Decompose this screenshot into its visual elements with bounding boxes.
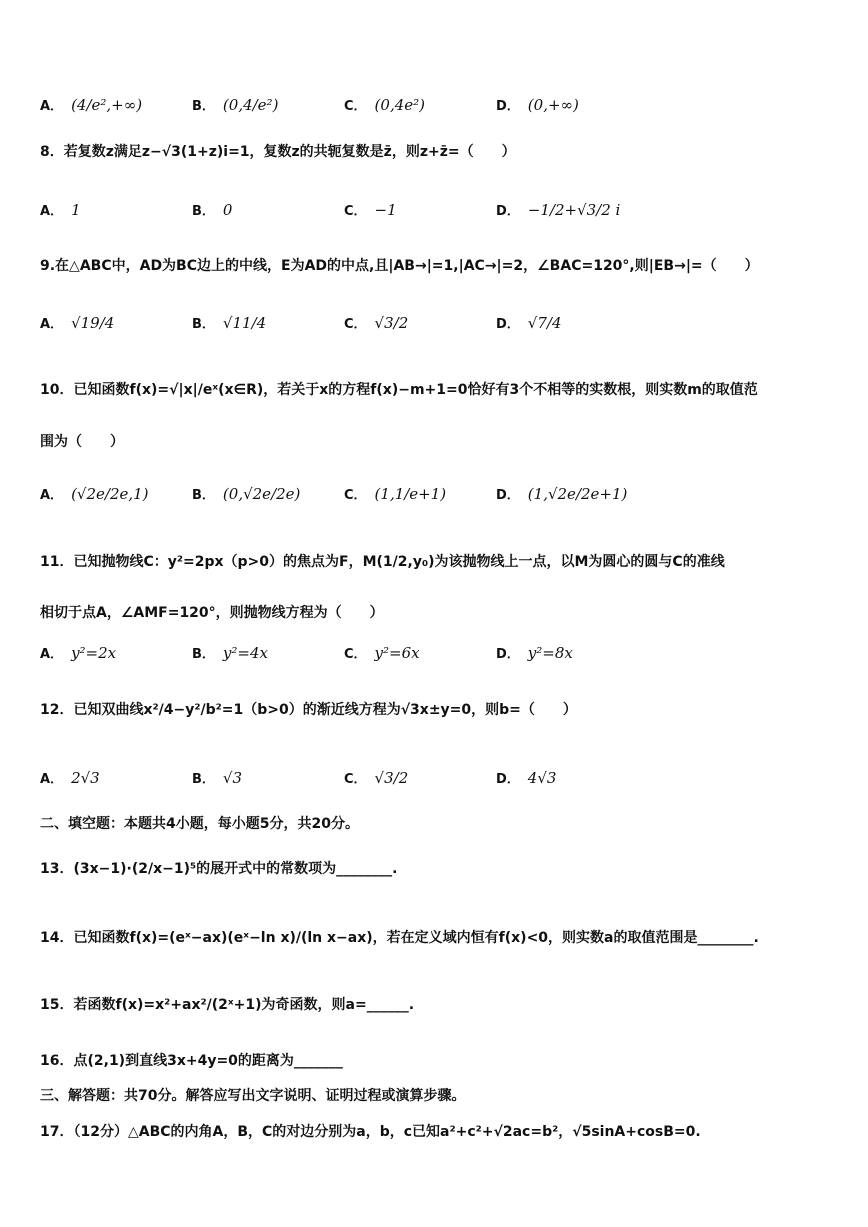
q7-option-c: C． (0,4e²) bbox=[344, 96, 425, 114]
q10-option-a: A． (√2e/2e,1) bbox=[40, 485, 149, 503]
q13-text: 13．(3x−1)·(2/x−1)⁵的展开式中的常数项为________. bbox=[40, 861, 398, 877]
q9-option-c: C． √3/2 bbox=[344, 314, 409, 332]
q11-stem-line1: 11．已知抛物线C：y²=2px（p>0）的焦点为F，M(1/2,y₀)为该抛物线上一点，以M为圆心的圆与C的准线 bbox=[40, 554, 725, 570]
q14-text: 14．已知函数f(x)=(eˣ−ax)(eˣ−ln x)/(ln x−ax)，若在定义域内恒有f(x)<0，则实数a的取值范围是________. bbox=[40, 930, 759, 946]
q8-stem: 8．若复数z满足z−√3(1+z)i=1，复数z的共轭复数是z̄，则z+z̄=（ ） bbox=[40, 144, 516, 160]
q11-option-d: D． y²=8x bbox=[496, 644, 573, 662]
section-answer-heading: 三、解答题：共70分。解答应写出文字说明、证明过程或演算步骤。 bbox=[40, 1088, 466, 1104]
q12-option-a: A． 2√3 bbox=[40, 769, 100, 787]
q8-option-b: B． 0 bbox=[192, 201, 233, 219]
q11-stem-line2: 相切于点A，∠AMF=120°，则抛物线方程为（ ） bbox=[40, 605, 384, 621]
q9-option-d: D． √7/4 bbox=[496, 314, 562, 332]
q10-option-c: C． (1,1/e+1) bbox=[344, 485, 447, 503]
q10-stem-line1: 10．已知函数f(x)=√|x|/eˣ(x∈R)，若关于x的方程f(x)−m+1=0恰好有3个不相等的实数根，则实数m的取值范 bbox=[40, 382, 758, 398]
q8-option-a: A． 1 bbox=[40, 201, 81, 219]
q11-option-a: A． y²=2x bbox=[40, 644, 117, 662]
q15-text: 15．若函数f(x)=x²+ax²/(2ˣ+1)为奇函数，则a=______. bbox=[40, 997, 415, 1013]
q10-option-d: D． (1,√2e/2e+1) bbox=[496, 485, 628, 503]
q10-stem-line2: 围为（ ） bbox=[40, 434, 124, 450]
q11-option-c: C． y²=6x bbox=[344, 644, 420, 662]
q12-option-d: D． 4√3 bbox=[496, 769, 557, 787]
q7-option-b: B． (0,4/e²) bbox=[192, 96, 279, 114]
q11-option-b: B． y²=4x bbox=[192, 644, 268, 662]
q16-text: 16．点(2,1)到直线3x+4y=0的距离为_______ bbox=[40, 1053, 343, 1069]
q12-option-b: B． √3 bbox=[192, 769, 243, 787]
q9-option-b: B． √11/4 bbox=[192, 314, 267, 332]
q12-option-c: C． √3/2 bbox=[344, 769, 409, 787]
q8-option-c: C． −1 bbox=[344, 201, 397, 219]
q9-option-a: A． √19/4 bbox=[40, 314, 115, 332]
q7-option-a: A． (4/e²,+∞) bbox=[40, 96, 143, 114]
q7-option-d: D． (0,+∞) bbox=[496, 96, 579, 114]
section-fill-in-heading: 二、填空题：本题共4小题，每小题5分，共20分。 bbox=[40, 816, 359, 832]
q9-stem: 9.在△ABC中，AD为BC边上的中线，E为AD的中点,且|AB→|=1,|AC→|=2，∠BAC=120°,则|EB→|=（ ） bbox=[40, 258, 759, 274]
q8-option-d: D． −1/2+√3/2 i bbox=[496, 201, 621, 219]
q12-stem: 12．已知双曲线x²/4−y²/b²=1（b>0）的渐近线方程为√3x±y=0，则b=（ ） bbox=[40, 702, 577, 718]
q10-option-b: B． (0,√2e/2e) bbox=[192, 485, 301, 503]
q17-text: 17．（12分）△ABC的内角A，B，C的对边分别为a，b，c已知a²+c²+√2ac=b²，√5sinA+cosB=0. bbox=[40, 1124, 701, 1140]
